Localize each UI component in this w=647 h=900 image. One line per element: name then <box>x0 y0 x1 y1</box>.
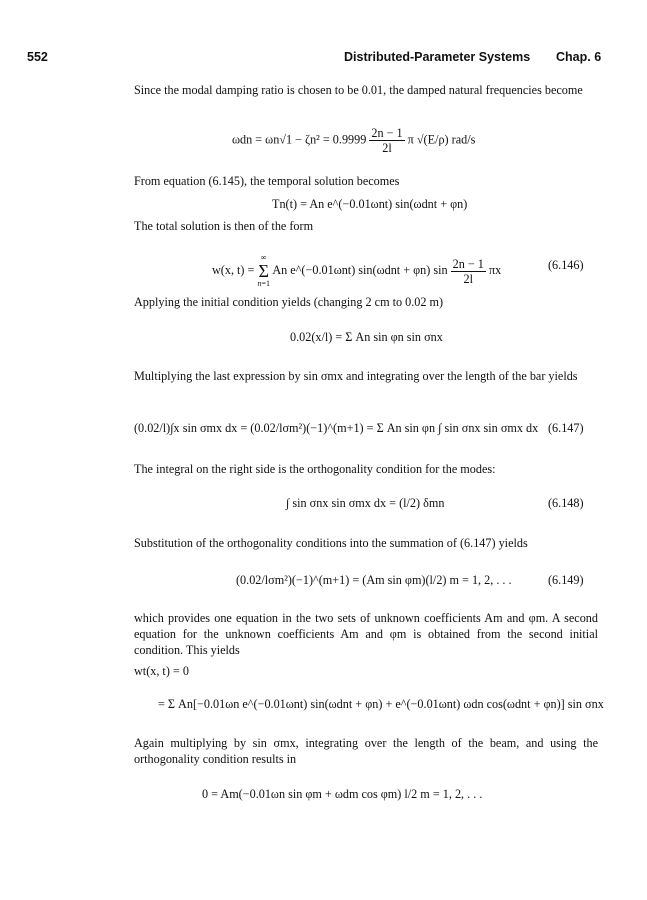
equation-number-146: (6.146) <box>548 258 584 272</box>
equation-initial-condition: 0.02(x/l) = Σ An sin φn sin σnx <box>290 330 443 344</box>
equation-damped-frequency <box>232 126 475 155</box>
equation-6-149: (0.02/lσm²)(−1)^(m+1) = (Am sin φm)(l/2) m = 1, 2, . . . <box>236 573 512 587</box>
page-number: 552 <box>27 50 48 64</box>
equation-6-146: w(x, t) = ∞ Σ n=1 An e^(−0.01ωnt) sin(ωdnt + φn) sin $\frac{2n - 1}{2l}$ πx <box>212 253 502 288</box>
equation-omega-fraction: $\frac{2n - 1}{2l}$ <box>371 126 403 155</box>
equation-number-148: (6.148) <box>548 496 584 510</box>
summation-symbol: ∞ Σ n=1 <box>257 253 270 288</box>
equation-final: 0 = Am(−0.01ωn sin φm + ωdm cos φm) l/2 m = 1, 2, . . . <box>202 787 483 801</box>
paragraph-substitution: Substitution of the orthogonality conditions into the summation of (6.147) yields <box>134 536 528 550</box>
paragraph-damped-frequencies: Since the modal damping ratio is chosen to be 0.01, the damped natural frequencies become <box>134 83 583 97</box>
equation-omega-tail: π √(E/ρ) rad/s <box>407 132 476 147</box>
paragraph-total-solution: The total solution is then of the form <box>134 219 314 233</box>
equation-number-149: (6.149) <box>548 573 584 587</box>
equation-6-148: ∫ sin σnx sin σmx dx = (l/2) δmn <box>286 496 445 510</box>
equation-6-147: (0.02/l)∫x sin σmx dx = (0.02/lσm²)(−1)^(m+1) = Σ An sin φn ∫ sin σnx sin σmx dx <box>134 421 539 435</box>
chapter-label: Chap. 6 <box>556 50 602 64</box>
equation-omega-lhs: ωdn = ωn√1 − ζn² = 0.9999 <box>232 132 367 147</box>
paragraph-second-equation: which provides one equation in the two sets of unknown coefficients Am and φm. A second equation for the unknown coefficients Am and φm is obtained from the second initial condition. This yields <box>134 611 598 657</box>
paragraph-initial-condition: Applying the initial condition yields (changing 2 cm to 0.02 m) <box>134 295 444 309</box>
equation-number-147: (6.147) <box>548 421 584 435</box>
paragraph-multiplying: Multiplying the last expression by sin σmx and integrating over the length of the bar yields <box>134 369 578 383</box>
paragraph-temporal: From equation (6.145), the temporal solution becomes <box>134 174 400 188</box>
paragraph-again-multiplying: Again multiplying by sin σmx, integrating over the length of the beam, and using the orthogonality condition results in <box>134 736 598 766</box>
equation-velocity-line2: = Σ An[−0.01ωn e^(−0.01ωnt) sin(ωdnt + φn) + e^(−0.01ωnt) ωdn cos(ωdnt + φn)] sin σnx <box>158 697 604 711</box>
paragraph-orthogonality: The integral on the right side is the orthogonality condition for the modes: <box>134 462 496 476</box>
equation-velocity-line1: wt(x, t) = 0 <box>134 664 189 678</box>
section-title: Distributed-Parameter Systems <box>344 50 531 64</box>
equation-temporal-solution: Tn(t) = An e^(−0.01ωnt) sin(ωdnt + φn) <box>272 197 468 211</box>
